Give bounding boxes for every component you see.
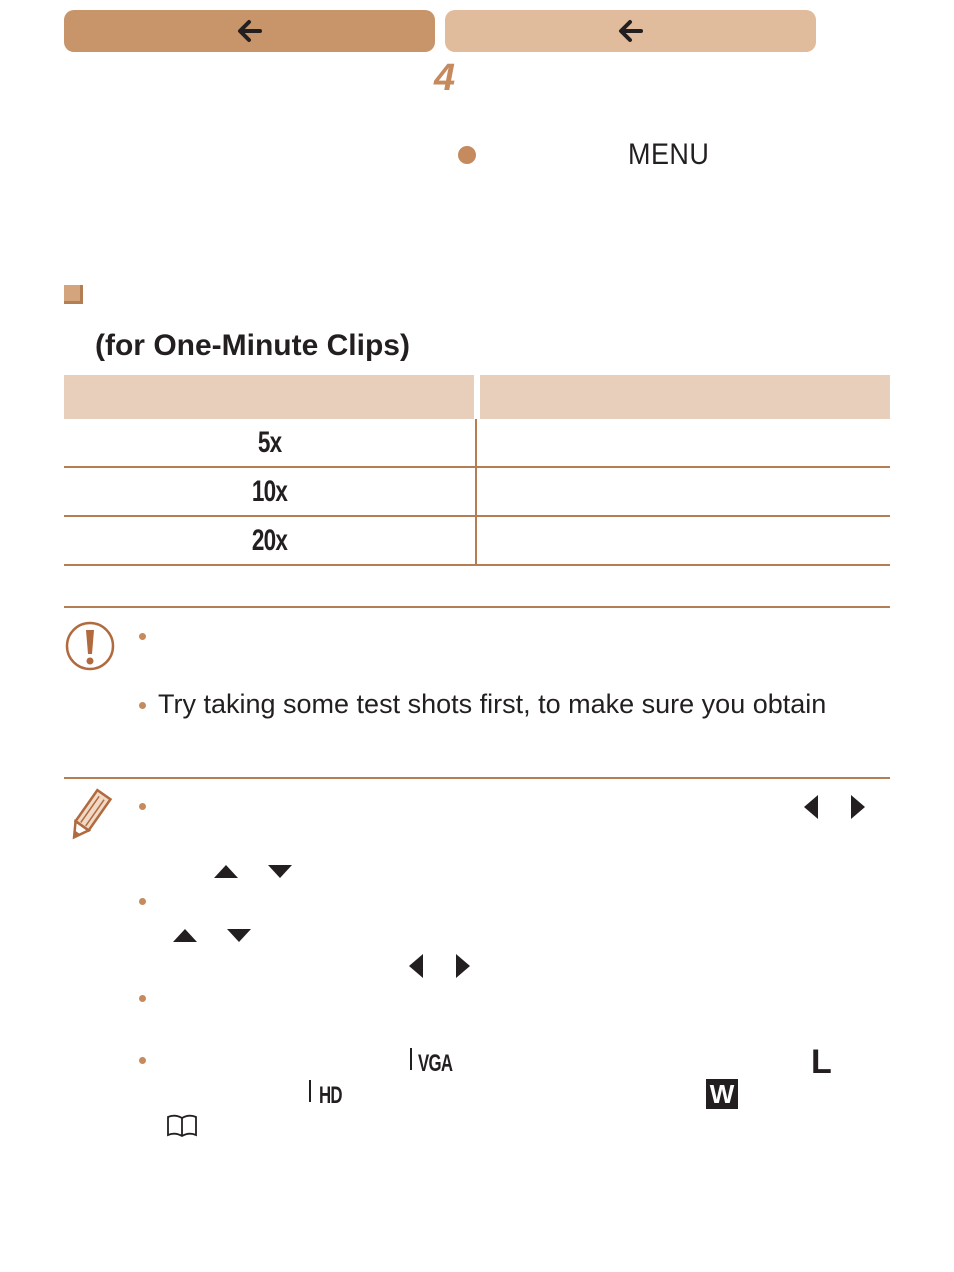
caution-bullet [139, 633, 146, 640]
wide-size-icon: W [706, 1079, 738, 1109]
step-number: 4 [434, 57, 456, 99]
table-header-cell [64, 375, 474, 419]
pencil-note-icon [64, 788, 114, 844]
arrow-left-icon [618, 19, 644, 43]
down-button-icon [227, 929, 251, 942]
note-bullet [139, 1057, 146, 1064]
speed-value: 5x [257, 425, 282, 459]
note-bullet [139, 803, 146, 810]
menu-button-label: MENU [628, 138, 710, 171]
step-bullet [458, 146, 476, 164]
arrow-left-icon [237, 19, 263, 43]
speed-table [64, 375, 890, 566]
up-button-icon [173, 929, 197, 942]
note-bullet [139, 898, 146, 905]
caution-icon [64, 620, 116, 672]
table-header-cell [480, 375, 890, 419]
right-button-icon [851, 795, 865, 819]
speed-value: 20x [251, 523, 288, 557]
table-row [64, 419, 890, 468]
table-row [64, 468, 890, 517]
up-button-icon [214, 865, 238, 878]
section-subheading: (for One-Minute Clips) [95, 329, 410, 362]
right-button-icon [456, 954, 470, 978]
left-button-icon [409, 954, 423, 978]
previous-page-button[interactable] [64, 10, 435, 52]
down-button-icon [268, 865, 292, 878]
large-size-icon: L [811, 1043, 832, 1081]
table-header [64, 375, 890, 419]
caution-bullet [139, 702, 146, 709]
divider [64, 606, 890, 608]
table-row [64, 517, 890, 566]
note-bullet [139, 995, 146, 1002]
speed-value: 10x [251, 474, 288, 508]
left-button-icon [804, 795, 818, 819]
back-to-section-button[interactable] [445, 10, 816, 52]
divider [64, 777, 890, 779]
section-marker-icon [64, 285, 83, 304]
page-reference-book-icon[interactable] [166, 1113, 198, 1139]
caution-text: Try taking some test shots first, to make sure you obtain [158, 689, 827, 719]
